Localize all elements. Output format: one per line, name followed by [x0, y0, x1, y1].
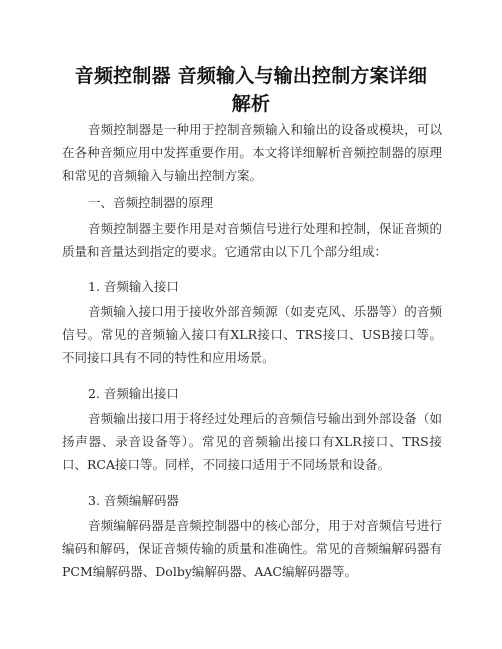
section-heading-principle: 一、音频控制器的原理 [88, 195, 214, 210]
item-heading-audio-input: 1. 音频输入接口 [88, 279, 179, 294]
item-heading-audio-codec: 3. 音频编解码器 [88, 493, 179, 508]
item-body-audio-output: 音频输出接口用于将经过处理后的音频信号输出到外部设备（如扬声器、录音设备等）。常见的音频输出接口有XLR接口、TRS接口、RCA接口等。同样，不同接口适用于不同场景和设备。 [62, 411, 442, 472]
item-heading-audio-output: 2. 音频输出接口 [88, 386, 179, 401]
section-principle-body: 音频控制器主要作用是对音频信号进行处理和控制，保证音频的质量和音量达到指定的要求。它通常由以下几个部分组成： [62, 221, 442, 259]
item-body-audio-input: 音频输入接口用于接收外部音频源（如麦克风、乐器等）的音频信号。常见的音频输入接口有XLR接口、TRS接口、USB接口等。不同接口具有不同的特性和应用场景。 [62, 304, 442, 365]
intro-paragraph: 音频控制器是一种用于控制音频输入和输出的设备或模块，可以在各种音频应用中发挥重要作用。本文将详细解析音频控制器的原理和常见的音频输入与输出控制方案。 [62, 122, 442, 183]
item-body-audio-codec: 音频编解码器是音频控制器中的核心部分，用于对音频信号进行编码和解码，保证音频传输的质量和准确性。常见的音频编解码器有PCM编解码器、Dolby编解码器、AAC编解码器等。 [62, 518, 442, 579]
document-title: 音频控制器 音频输入与输出控制方案详细解析 [74, 65, 428, 115]
